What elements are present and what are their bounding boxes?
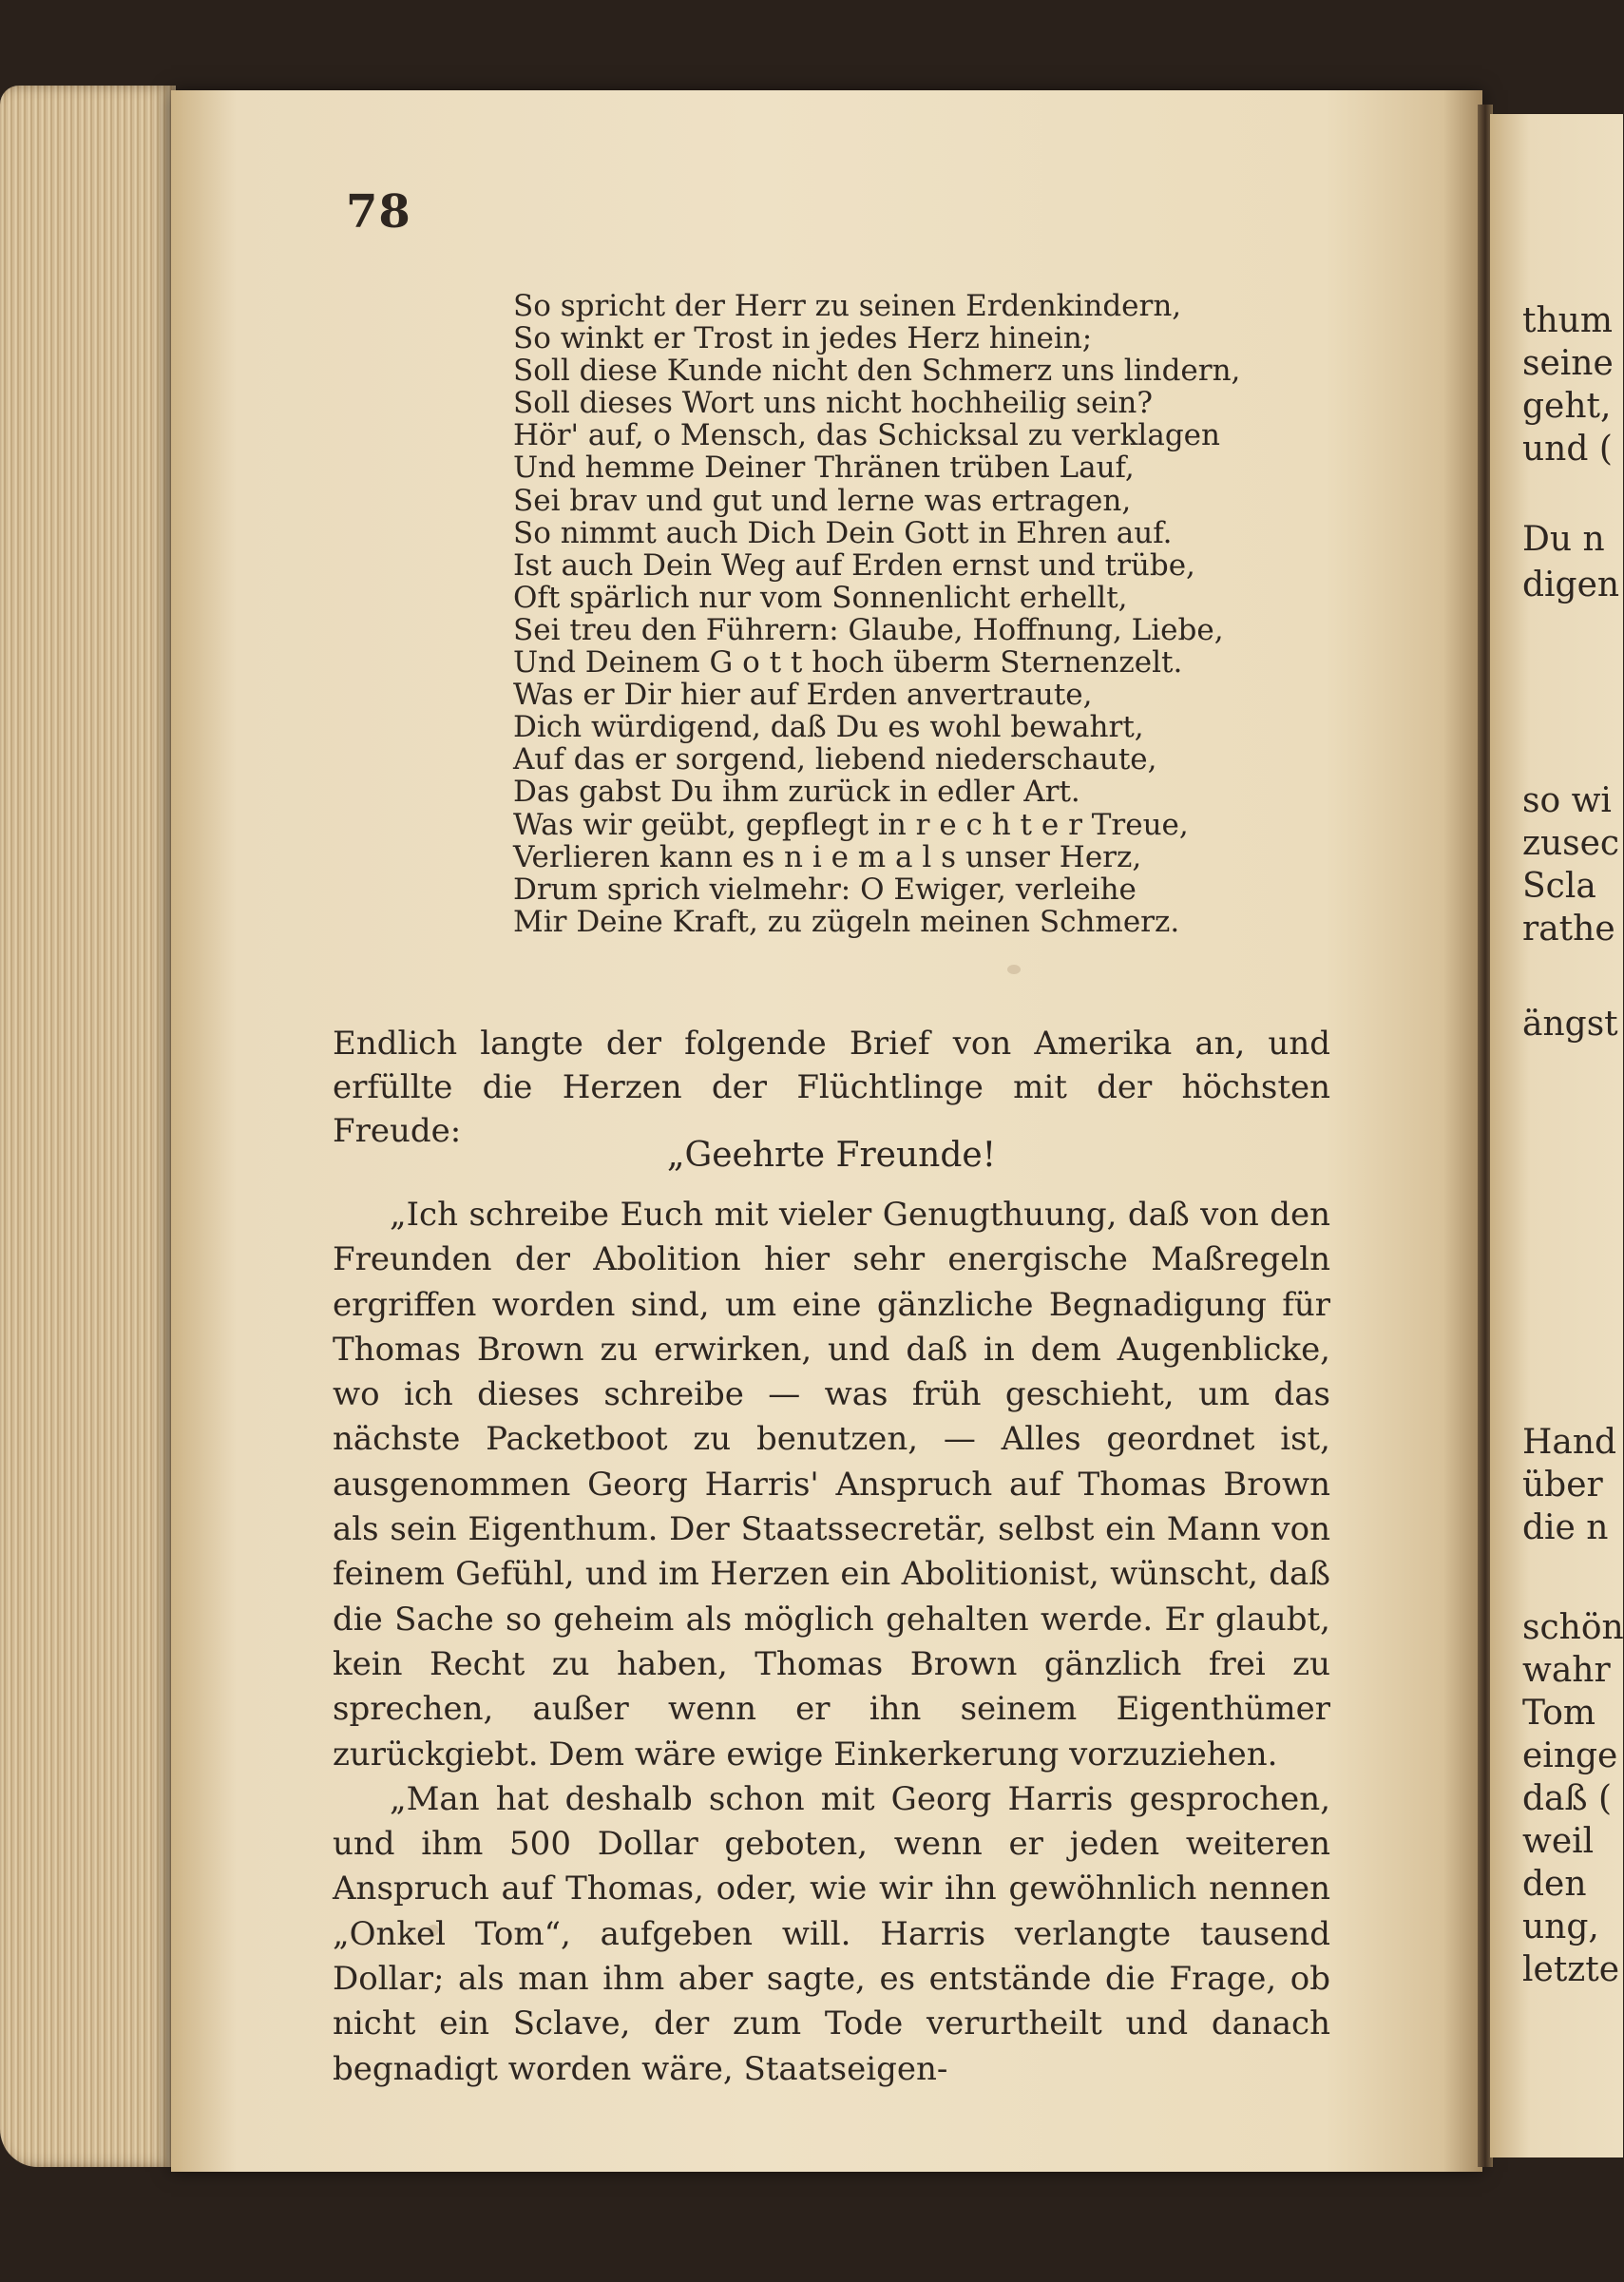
facing-page-word: einge <box>1522 1736 1618 1775</box>
facing-page-word: ängst <box>1522 1005 1618 1044</box>
facing-page-word: thum <box>1522 301 1613 340</box>
facing-page-word: geht, <box>1522 387 1612 426</box>
poem-line: So spricht der Herr zu seinen Erdenkindern, <box>513 289 1182 323</box>
poem-line: Hör' auf, o Mensch, das Schicksal zu verklagen <box>513 418 1220 453</box>
book-page-78 <box>171 90 1482 2172</box>
book-page-edges <box>0 86 176 2167</box>
poem-line: Mir Deine Kraft, zu zügeln meinen Schmerz. <box>513 904 1180 939</box>
poem-line: Drum sprich vielmehr: O Ewiger, verleihe <box>513 872 1137 907</box>
poem-line: Ist auch Dein Weg auf Erden ernst und trübe, <box>513 547 1195 583</box>
facing-page-word: Hand <box>1522 1423 1617 1462</box>
facing-page-fragment <box>1490 114 1623 2157</box>
letter-salutation: „Geehrte Freunde! <box>666 1136 997 1175</box>
facing-page-word: schön <box>1522 1608 1624 1647</box>
intro-paragraph: Endlich langte der folgende Brief von Amerika an, und erfüllte die Herzen der Flüchtlinge mit der höchsten Freude: <box>333 1025 1330 1150</box>
facing-page-word: letzte <box>1522 1950 1620 1989</box>
letter-body <box>333 1193 1330 2092</box>
poem-line: Verlieren kann es n i e m a l s unser Herz, <box>513 839 1142 874</box>
poem-line: Das gabst Du ihm zurück in edler Art. <box>513 775 1080 810</box>
poem <box>513 290 1444 938</box>
facing-page-word: ung, <box>1522 1908 1599 1946</box>
facing-page-word: zusec <box>1522 824 1620 863</box>
facing-page-word: und ( <box>1522 430 1613 469</box>
facing-page-word: wahr <box>1522 1651 1611 1690</box>
letter-paragraph: „Ich schreibe Euch mit vieler Genugthuung, daß von den Freunden der Abolition hier sehr energische Maßregeln ergriffen worden sind, um eine gänzliche Begnadigung für Thomas Brown zu erwirken, und daß in dem Augenblicke, wo ich dieses schreibe — was früh geschieht, um das nächste Packetboot zu benutzen, — Alles geordnet ist, ausgenommen Georg Harris' Anspruch auf Thomas Brown als sein Eigenthum. Der Staatssecretär, selbst ein Mann von feinem Gefühl, und im Herzen ein Abolitionist, wünscht, daß die Sache so geheim als möglich gehalten werde. Er glaubt, kein Recht zu haben, Thomas Brown gänzlich frei zu sprechen, außer wenn er ihn seinem Eigenthümer zurückgiebt. Dem wäre ewige Einkerkerung vorzuziehen. <box>333 1196 1330 1774</box>
poem-line: Was er Dir hier auf Erden anvertraute, <box>513 678 1093 713</box>
facing-page-word: Du n <box>1522 520 1605 559</box>
poem-line: So winkt er Trost in jedes Herz hinein; <box>513 321 1093 356</box>
poem-line: Sei brav und gut und lerne was ertragen, <box>513 483 1132 518</box>
facing-page-word: seine <box>1522 344 1614 383</box>
poem-line: Und Deinem G o t t hoch überm Sternenzelt. <box>513 645 1183 681</box>
facing-page-word: digen <box>1522 566 1620 604</box>
facing-page-word: die n <box>1522 1508 1609 1547</box>
facing-page-word: Scla <box>1522 867 1596 906</box>
poem-line: Oft spärlich nur vom Sonnenlicht erhellt, <box>513 580 1128 615</box>
page-number: 78 <box>346 185 411 239</box>
poem-line: Soll dieses Wort uns nicht hochheilig sein? <box>513 386 1153 421</box>
facing-page-word: rathe <box>1522 910 1615 949</box>
poem-line: Dich würdigend, daß Du es wohl bewahrt, <box>513 710 1144 745</box>
poem-line: So nimmt auch Dich Dein Gott in Ehren auf. <box>513 515 1173 550</box>
paper-stain <box>1007 965 1021 974</box>
facing-page-word: weil <box>1522 1822 1595 1861</box>
facing-page-word: über <box>1522 1466 1603 1505</box>
poem-line: Sei treu den Führern: Glaube, Hoffnung, Liebe, <box>513 612 1224 647</box>
poem-line: Auf das er sorgend, liebend niederschaute, <box>513 742 1157 777</box>
facing-page-word: Tom <box>1522 1694 1596 1733</box>
letter-paragraph: „Man hat deshalb schon mit Georg Harris gesprochen, und ihm 500 Dollar geboten, wenn er jeden weiteren Anspruch auf Thomas, oder, wie wir ihn gewöhnlich nennen „Onkel Tom“, aufgeben will. Harris verlangte tausend Dollar; als man ihm aber sagte, es entstände die Frage, ob nicht ein Sclave, der zum Tode verurtheilt und danach begnadigt worden wäre, Staatseigen- <box>333 1779 1330 2088</box>
facing-page-word: daß ( <box>1522 1779 1613 1818</box>
poem-line: Was wir geübt, gepflegt in r e c h t e r Treue, <box>513 807 1189 842</box>
poem-line: Soll diese Kunde nicht den Schmerz uns lindern, <box>513 354 1241 389</box>
facing-page-word: den <box>1522 1865 1587 1904</box>
poem-line: Und hemme Deiner Thränen trüben Lauf, <box>513 451 1135 486</box>
facing-page-word: so wi <box>1522 781 1612 820</box>
